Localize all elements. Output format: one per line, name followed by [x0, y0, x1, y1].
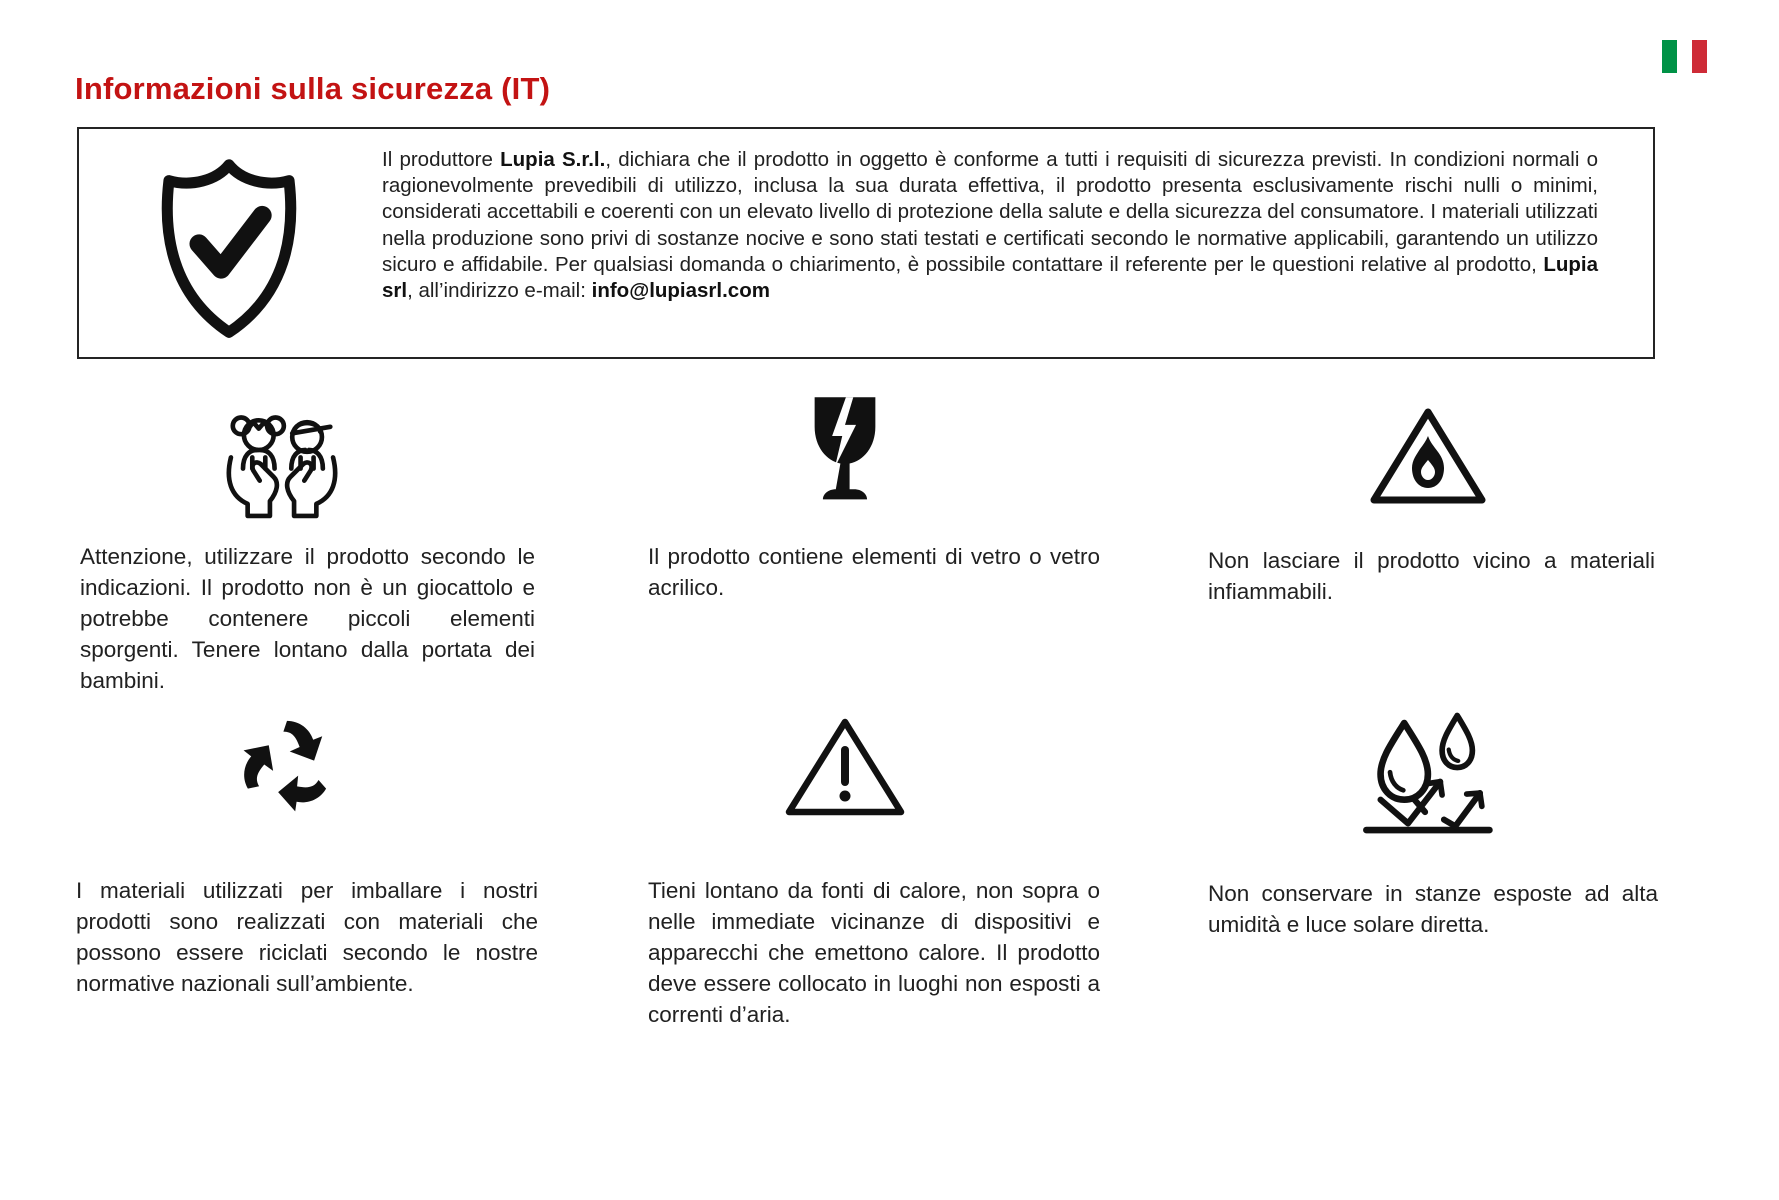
italian-flag: [1662, 40, 1707, 73]
children-care-icon: [217, 397, 347, 529]
warning-text: Attenzione, utilizzare il prodotto secondo le indicazioni. Il prodotto non è un giocattolo e potrebbe contenere piccoli elementi sporgenti. Tenere lontano dalla portata dei bambini.: [80, 544, 535, 693]
warning-item-recycle: [76, 710, 538, 1040]
flammable-icon: [1366, 402, 1490, 508]
declaration-segment: Il produttore: [382, 148, 501, 171]
declaration-box: [77, 127, 1655, 359]
warning-item-heat: [648, 712, 1100, 1042]
warning-item-glass: [648, 390, 1100, 710]
warning-text: Non lasciare il prodotto vicino a materiali infiammabili.: [1208, 548, 1655, 604]
company-name: Lupia srl: [382, 252, 1598, 303]
humidity-sunlight-icon: [1355, 706, 1497, 848]
flag-red-stripe: [1692, 40, 1707, 73]
shield-check-icon: [150, 149, 308, 345]
warning-item-children: [80, 397, 535, 717]
producer-name: Lupia S.r.l.: [500, 148, 606, 171]
recycle-icon: [231, 710, 343, 822]
declaration-segment: , dichiara che il prodotto in oggetto è conforme a tutti i requisiti di sicurezza previsti. In condizioni normali o ragionevolmente prevedibili di utilizzo, inclusa la sua durata effettiva, il prodotto presenta esclusivamente rischi nulli o minimi, considerati accettabili e coerenti con un elevato livello di protezione della salute e della sicurezza del consumatore. I materiali utilizzati nella produzione sono privi di sostanze nocive e sono stati testati e certificati secondo le normative applicabili, garantendo un utilizzo sicuro e affidabile. Per qualsiasi domanda o chiarimento, è possibile contattare il referente per le questioni relative al prodotto,: [382, 148, 1599, 276]
flag-white-stripe: [1677, 40, 1692, 73]
heat-warning-icon: [783, 712, 907, 820]
page-title: Informazioni sulla sicurezza (IT): [75, 71, 551, 106]
warning-item-humidity: [1208, 706, 1658, 1036]
warning-item-flammable: [1208, 402, 1655, 722]
declaration-segment: , all’indirizzo e-mail:: [407, 279, 592, 303]
contact-email: info@lupiasrl.com: [591, 279, 770, 303]
warning-text: Non conservare in stanze esposte ad alta umidità e luce solare diretta.: [1208, 881, 1658, 937]
warning-text: Il prodotto contiene elementi di vetro o vetro acrilico.: [648, 544, 1100, 600]
flag-green-stripe: [1662, 40, 1677, 73]
declaration-text: [382, 147, 1598, 304]
warning-text: Tieni lontano da fonti di calore, non sopra o nelle immediate vicinanze di dispositivi e apparecchi che emettono calore. Il prodotto deve essere collocato in luoghi non esposti a correnti d’aria.: [648, 878, 1100, 1027]
fragile-glass-icon: [799, 390, 891, 515]
warning-text: I materiali utilizzati per imballare i nostri prodotti sono realizzati con materiali che possono essere riciclati secondo le nostre normative nazionali sull’ambiente.: [76, 878, 538, 996]
